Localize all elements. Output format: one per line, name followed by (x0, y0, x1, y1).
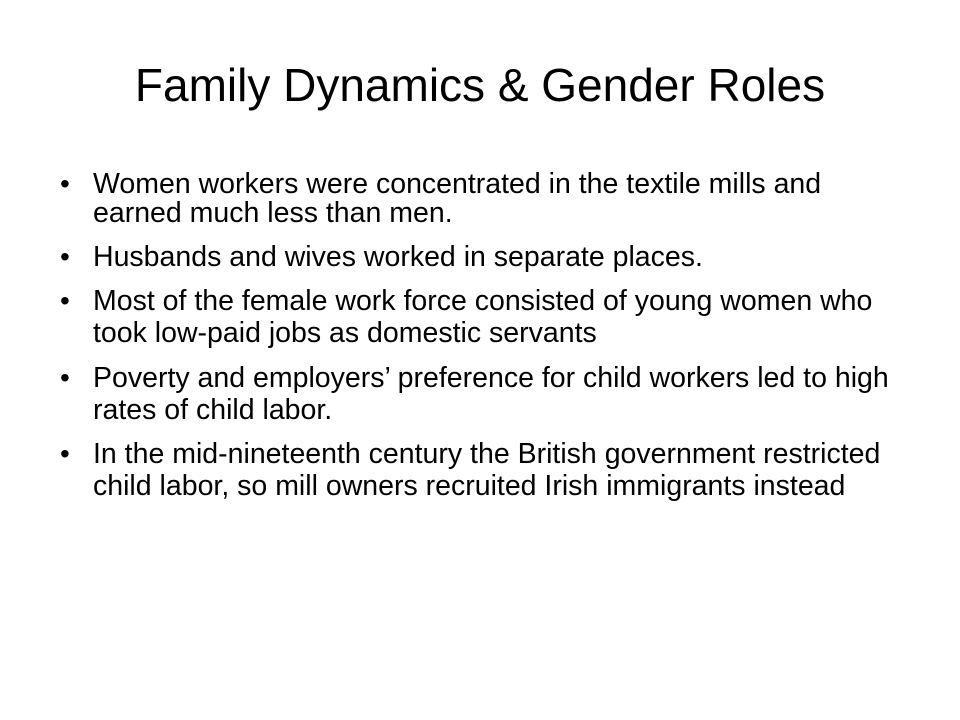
bullet-text: In the mid-nineteenth century the British government restricted child labor, so mill owners recruited Irish immigrants instead (93, 438, 881, 503)
bullet-dot-icon: • (60, 438, 70, 470)
bullet-list (60, 170, 910, 514)
bullet-text: Women workers were concentrated in the textile mills and earned much less than men. (93, 168, 822, 229)
bullet-text: Most of the female work force consisted of young women who took low-paid jobs as domestic servants (93, 285, 873, 350)
bullet-text: Husbands and wives worked in separate places. (93, 241, 703, 273)
slide-title: Family Dynamics & Gender Roles (134, 59, 826, 111)
bullet-dot-icon: • (60, 285, 70, 317)
bullet-dot-icon: • (60, 241, 70, 272)
bullet-dot-icon: • (60, 361, 70, 393)
bullet-dot-icon: • (60, 168, 70, 199)
bullet-item (60, 438, 910, 502)
bullet-item (60, 362, 910, 426)
bullet-item (60, 170, 910, 227)
bullet-text: Poverty and employers’ preference for child workers led to high rates of child labor. (93, 361, 889, 426)
bullet-item (60, 241, 910, 273)
bullet-item (60, 285, 910, 349)
